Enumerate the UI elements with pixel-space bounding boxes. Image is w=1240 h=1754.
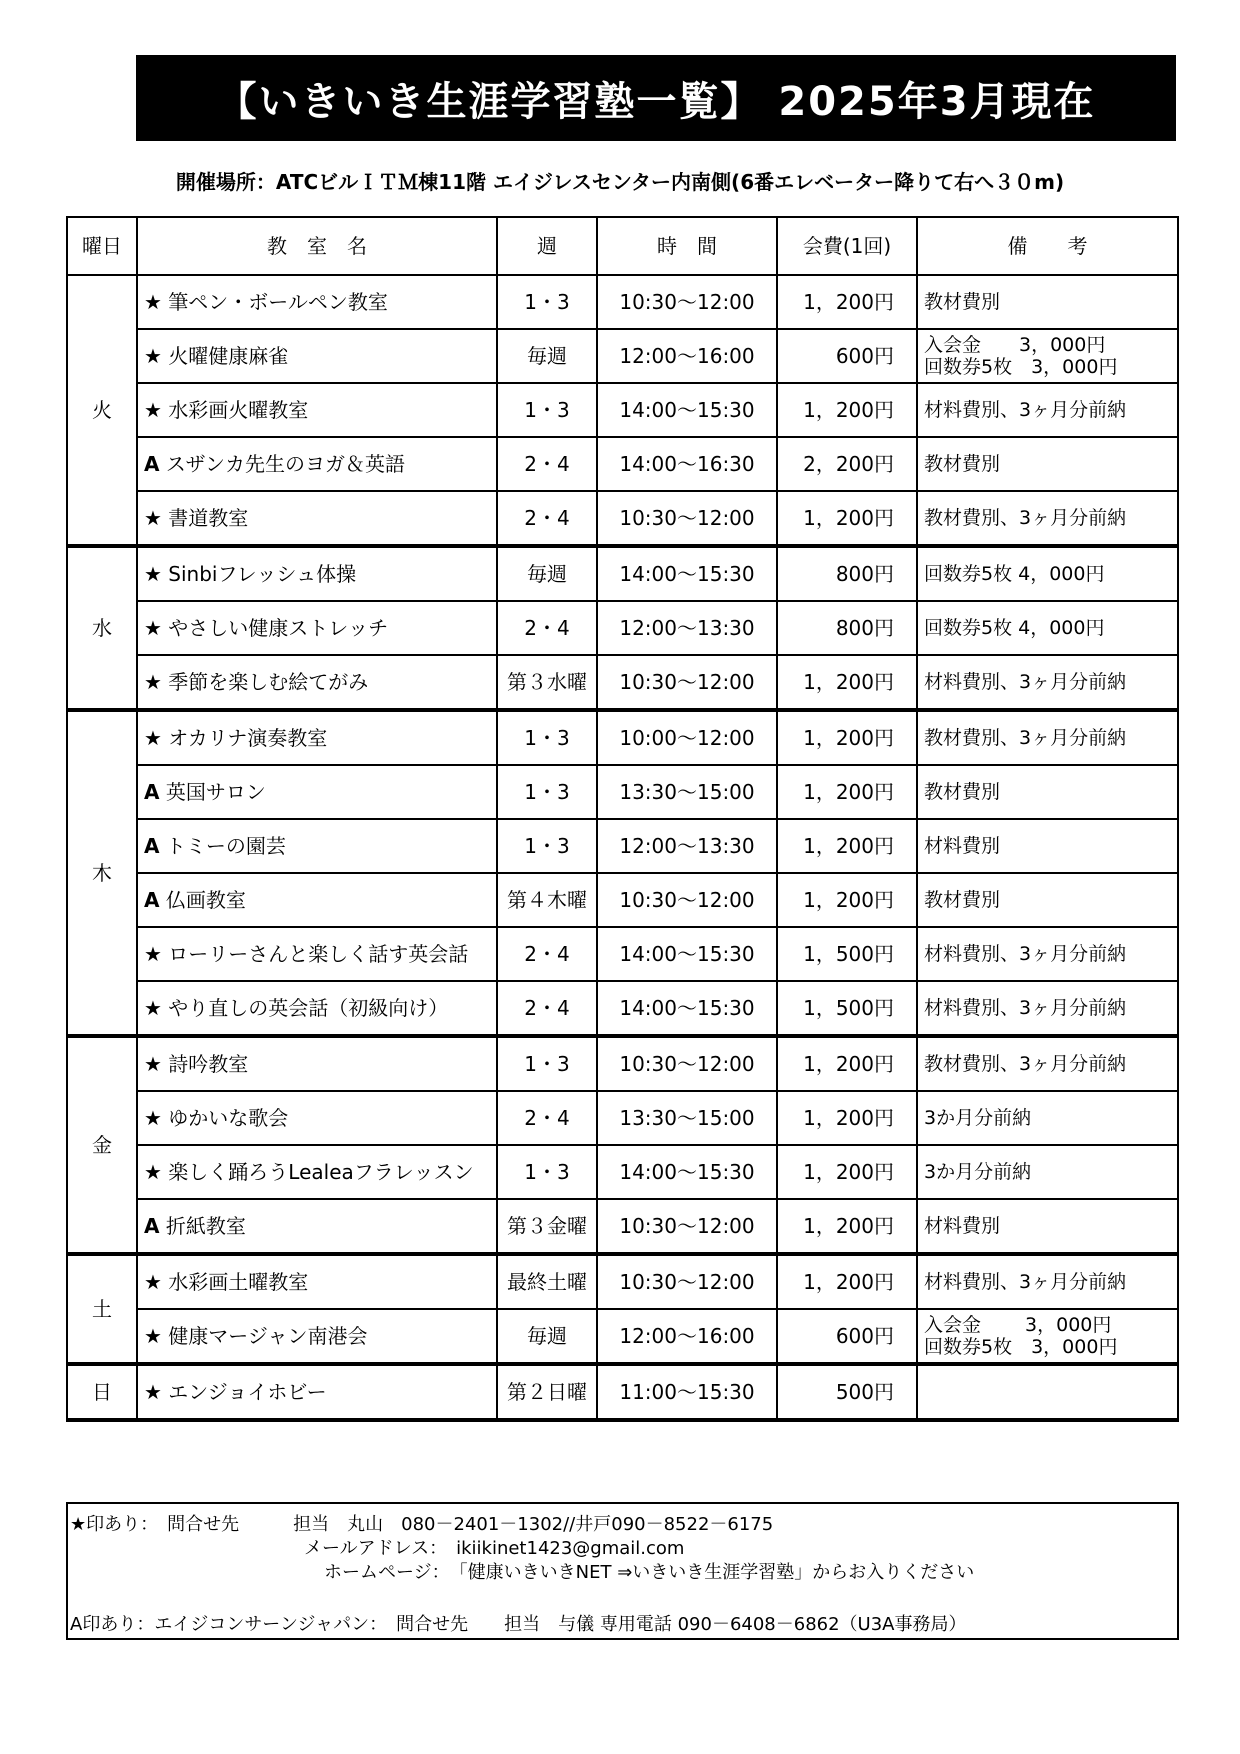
time-cell: 14:00～15:30: [597, 546, 777, 601]
week-cell: 毎週: [497, 546, 597, 601]
class-name-cell: [137, 601, 497, 655]
class-name: エンジョイホビー: [168, 1380, 327, 1404]
fee-cell: 1，200円: [777, 655, 917, 710]
week-cell: 1・3: [497, 1145, 597, 1199]
class-name-cell: [137, 981, 497, 1036]
table-row: [67, 1145, 1178, 1199]
fee-cell: 1，200円: [777, 765, 917, 819]
time-cell: 10:30～12:00: [597, 1036, 777, 1091]
class-name-cell: [137, 1309, 497, 1364]
fee-cell: 1，200円: [777, 491, 917, 546]
note-line: 教材費別: [924, 453, 1001, 475]
table-header-row: [67, 217, 1178, 275]
contact-info-box: [66, 1502, 1179, 1640]
a-mark: A: [144, 452, 160, 476]
table-row: [67, 927, 1178, 981]
note-line: 材料費別、3ヶ月分前納: [924, 671, 1127, 693]
time-cell: 14:00～16:30: [597, 437, 777, 491]
week-cell: 2・4: [497, 437, 597, 491]
table-row: [67, 655, 1178, 710]
notes-cell: [917, 819, 1178, 873]
star-mark: ★: [144, 616, 162, 640]
table-row: [67, 1199, 1178, 1254]
note-line: 教材費別、3ヶ月分前納: [924, 507, 1127, 529]
notes-cell: [917, 1036, 1178, 1091]
table-row: [67, 329, 1178, 383]
fee-cell: 2，200円: [777, 437, 917, 491]
day-cell: 日: [67, 1364, 137, 1420]
class-name-cell: [137, 329, 497, 383]
class-name-cell: [137, 655, 497, 710]
note-line: 入会金 3，000円: [924, 1314, 1112, 1336]
notes-cell: [917, 981, 1178, 1036]
time-cell: 10:30～12:00: [597, 873, 777, 927]
time-cell: 10:30～12:00: [597, 275, 777, 329]
note-line: 材料費別、3ヶ月分前納: [924, 997, 1127, 1019]
week-cell: 1・3: [497, 383, 597, 437]
class-name: 火曜健康麻雀: [168, 344, 289, 368]
time-cell: 12:00～16:00: [597, 329, 777, 383]
class-name: ゆかいな歌会: [168, 1106, 289, 1130]
note-line: 回数券5枚 4，000円: [924, 617, 1105, 639]
week-cell: 第４木曜: [497, 873, 597, 927]
time-cell: 10:30～12:00: [597, 1254, 777, 1309]
class-schedule-table: [66, 216, 1179, 1422]
header-time: 時 間: [597, 217, 777, 275]
week-cell: 1・3: [497, 710, 597, 765]
class-name: 書道教室: [168, 506, 249, 530]
email-line: メールアドレス： ikiikinet1423@gmail.com: [304, 1538, 685, 1559]
note-line: 材料費別、3ヶ月分前納: [924, 943, 1127, 965]
star-mark: ★: [144, 290, 162, 314]
class-name: やさしい健康ストレッチ: [168, 616, 389, 640]
time-cell: 14:00～15:30: [597, 383, 777, 437]
notes-cell: [917, 927, 1178, 981]
class-name-cell: [137, 1364, 497, 1420]
class-name: 水彩画火曜教室: [168, 398, 309, 422]
note-line: 教材費別、3ヶ月分前納: [924, 1053, 1127, 1075]
class-name-cell: [137, 927, 497, 981]
note-line: 材料費別: [924, 835, 1001, 857]
fee-cell: 800円: [777, 546, 917, 601]
notes-cell: [917, 491, 1178, 546]
header-day: 曜日: [67, 217, 137, 275]
class-name-cell: [137, 1254, 497, 1309]
star-mark: ★: [144, 1380, 162, 1404]
fee-cell: 1，200円: [777, 1145, 917, 1199]
table-row: [67, 981, 1178, 1036]
a-mark: A: [144, 780, 160, 804]
class-name: Sinbiフレッシュ体操: [168, 562, 357, 586]
week-cell: 2・4: [497, 927, 597, 981]
note-line: 入会金 3，000円: [924, 334, 1106, 356]
notes-cell: [917, 329, 1178, 383]
class-name: 水彩画土曜教室: [168, 1270, 309, 1294]
time-cell: 10:30～12:00: [597, 491, 777, 546]
week-cell: 2・4: [497, 981, 597, 1036]
time-cell: 14:00～15:30: [597, 981, 777, 1036]
a-contact-line: A印あり：エイジコンサーンジャパン： 問合せ先 担当 与儀 専用電話 090－6408－6862（U3A事務局）: [70, 1614, 967, 1635]
time-cell: 12:00～16:00: [597, 1309, 777, 1364]
note-line: 回数券5枚 3，000円: [924, 356, 1118, 378]
table-row: [67, 1309, 1178, 1364]
table-row: [67, 546, 1178, 601]
notes-cell: [917, 601, 1178, 655]
star-mark: ★: [144, 344, 162, 368]
note-line: 材料費別、3ヶ月分前納: [924, 1271, 1127, 1293]
week-cell: 第２日曜: [497, 1364, 597, 1420]
class-name-cell: [137, 765, 497, 819]
notes-cell: [917, 1091, 1178, 1145]
class-name: トミーの園芸: [165, 834, 286, 858]
class-name: 仏画教室: [165, 888, 246, 912]
class-name-cell: [137, 383, 497, 437]
time-cell: 14:00～15:30: [597, 1145, 777, 1199]
class-name: 健康マージャン南港会: [168, 1324, 368, 1348]
table-row: [67, 601, 1178, 655]
class-name-cell: [137, 710, 497, 765]
class-name: スザンカ先生のヨガ＆英語: [165, 452, 406, 476]
class-name-cell: [137, 1199, 497, 1254]
fee-cell: 1，200円: [777, 710, 917, 765]
notes-cell: [917, 765, 1178, 819]
week-cell: 1・3: [497, 819, 597, 873]
note-line: 3か月分前納: [924, 1107, 1032, 1129]
notes-cell: [917, 275, 1178, 329]
class-name: 季節を楽しむ絵てがみ: [168, 670, 369, 694]
fee-cell: 1，200円: [777, 383, 917, 437]
homepage-line: ホームページ： 「健康いきいきNET ⇒いきいき生涯学習塾」からお入りください: [324, 1562, 975, 1583]
class-name: やり直しの英会話（初級向け）: [168, 996, 449, 1020]
time-cell: 10:00～12:00: [597, 710, 777, 765]
note-line: 教材費別: [924, 291, 1001, 313]
week-cell: 1・3: [497, 275, 597, 329]
star-contact-line: ★印あり： 問合せ先 担当 丸山 080－2401－1302//井戸090－8522－6175: [70, 1514, 774, 1535]
table-row: [67, 1364, 1178, 1420]
class-name: ローリーさんと楽しく話す英会話: [168, 942, 469, 966]
class-name-cell: [137, 1145, 497, 1199]
class-name-cell: [137, 546, 497, 601]
week-cell: 毎週: [497, 329, 597, 383]
class-name-cell: [137, 1036, 497, 1091]
header-week: 週: [497, 217, 597, 275]
time-cell: 11:00～15:30: [597, 1364, 777, 1420]
table-row: [67, 491, 1178, 546]
table-row: [67, 437, 1178, 491]
notes-cell: [917, 383, 1178, 437]
class-name-cell: [137, 819, 497, 873]
star-mark: ★: [144, 506, 162, 530]
notes-cell: [917, 546, 1178, 601]
week-cell: 2・4: [497, 491, 597, 546]
week-cell: 第３水曜: [497, 655, 597, 710]
table-row: [67, 819, 1178, 873]
note-line: 回数券5枚 4，000円: [924, 563, 1105, 585]
header-fee: 会費(1回): [777, 217, 917, 275]
time-cell: 13:30～15:00: [597, 1091, 777, 1145]
note-line: 教材費別: [924, 781, 1001, 803]
time-cell: 10:30～12:00: [597, 1199, 777, 1254]
table-row: [67, 1091, 1178, 1145]
table-row: [67, 275, 1178, 329]
table-row: [67, 710, 1178, 765]
star-mark: ★: [144, 996, 162, 1020]
week-cell: 第３金曜: [497, 1199, 597, 1254]
star-mark: ★: [144, 942, 162, 966]
class-name: 楽しく踊ろうLealeaフラレッスン: [168, 1160, 474, 1184]
star-mark: ★: [144, 1106, 162, 1130]
a-mark: A: [144, 1214, 160, 1238]
notes-cell: [917, 873, 1178, 927]
day-cell: 金: [67, 1036, 137, 1254]
fee-cell: 1，200円: [777, 275, 917, 329]
week-cell: 毎週: [497, 1309, 597, 1364]
a-mark: A: [144, 888, 160, 912]
notes-cell: [917, 1364, 1178, 1420]
note-line: 3か月分前納: [924, 1161, 1032, 1183]
day-cell: 水: [67, 546, 137, 710]
table-row: [67, 383, 1178, 437]
fee-cell: 500円: [777, 1364, 917, 1420]
class-name-cell: [137, 873, 497, 927]
day-cell: 土: [67, 1254, 137, 1364]
class-name: 折紙教室: [165, 1214, 246, 1238]
fee-cell: 1，200円: [777, 1091, 917, 1145]
class-name-cell: [137, 275, 497, 329]
fee-cell: 1，200円: [777, 819, 917, 873]
table-row: [67, 873, 1178, 927]
time-cell: 14:00～15:30: [597, 927, 777, 981]
notes-cell: [917, 1145, 1178, 1199]
notes-cell: [917, 1309, 1178, 1364]
class-name-cell: [137, 1091, 497, 1145]
fee-cell: 1，200円: [777, 873, 917, 927]
header-class-name: 教 室 名: [137, 217, 497, 275]
fee-cell: 1，500円: [777, 981, 917, 1036]
a-mark: A: [144, 834, 160, 858]
class-name-cell: [137, 437, 497, 491]
fee-cell: 1，200円: [777, 1036, 917, 1091]
fee-cell: 600円: [777, 1309, 917, 1364]
time-cell: 10:30～12:00: [597, 655, 777, 710]
table-row: [67, 765, 1178, 819]
table-row: [67, 1254, 1178, 1309]
class-name: オカリナ演奏教室: [168, 726, 328, 750]
star-mark: ★: [144, 1160, 162, 1184]
star-mark: ★: [144, 398, 162, 422]
notes-cell: [917, 710, 1178, 765]
star-mark: ★: [144, 1052, 162, 1076]
week-cell: 1・3: [497, 1036, 597, 1091]
week-cell: 2・4: [497, 601, 597, 655]
day-cell: 木: [67, 710, 137, 1036]
day-cell: 火: [67, 275, 137, 546]
class-name-cell: [137, 491, 497, 546]
note-line: 材料費別: [924, 1215, 1001, 1237]
class-name: 詩吟教室: [168, 1052, 249, 1076]
week-cell: 2・4: [497, 1091, 597, 1145]
fee-cell: 600円: [777, 329, 917, 383]
star-mark: ★: [144, 1270, 162, 1294]
fee-cell: 1，200円: [777, 1254, 917, 1309]
fee-cell: 1，500円: [777, 927, 917, 981]
notes-cell: [917, 1199, 1178, 1254]
venue-info: 開催場所：ATCビルＩＴＭ棟11階 エイジレスセンター内南側(6番エレベーター降りて右へ３０m): [175, 170, 1065, 194]
header-notes: 備 考: [917, 217, 1178, 275]
page-title: 【いきいき生涯学習塾一覧】 2025年3月現在: [136, 55, 1176, 141]
week-cell: 最終土曜: [497, 1254, 597, 1309]
note-line: 回数券5枚 3，000円: [924, 1336, 1118, 1358]
week-cell: 1・3: [497, 765, 597, 819]
table-row: [67, 1036, 1178, 1091]
fee-cell: 1，200円: [777, 1199, 917, 1254]
class-name: 筆ペン・ボールペン教室: [168, 290, 388, 314]
notes-cell: [917, 655, 1178, 710]
time-cell: 12:00～13:30: [597, 601, 777, 655]
notes-cell: [917, 1254, 1178, 1309]
note-line: 教材費別: [924, 889, 1001, 911]
star-mark: ★: [144, 562, 162, 586]
time-cell: 12:00～13:30: [597, 819, 777, 873]
schedule-body: [67, 275, 1178, 1420]
fee-cell: 800円: [777, 601, 917, 655]
star-mark: ★: [144, 726, 162, 750]
class-name: 英国サロン: [165, 780, 266, 804]
star-mark: ★: [144, 1324, 162, 1348]
note-line: 教材費別、3ヶ月分前納: [924, 727, 1127, 749]
note-line: 材料費別、3ヶ月分前納: [924, 399, 1127, 421]
time-cell: 13:30～15:00: [597, 765, 777, 819]
star-mark: ★: [144, 670, 162, 694]
notes-cell: [917, 437, 1178, 491]
